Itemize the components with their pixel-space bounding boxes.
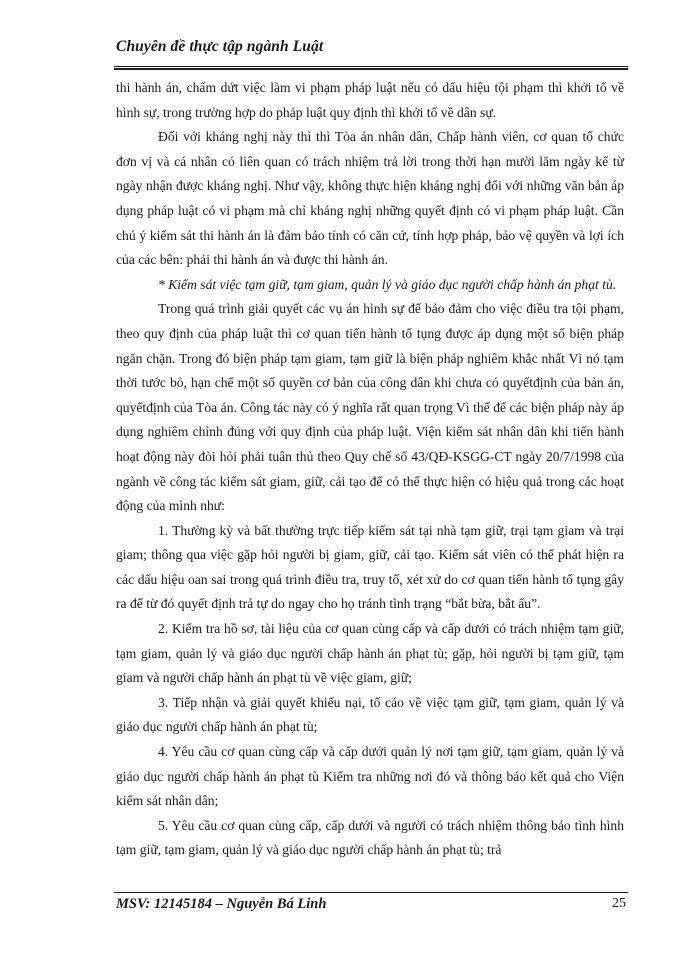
list-item-5: 5. Yêu cầu cơ quan cùng cấp, cấp dưới và người có trách nhiệm thông báo tình hình tạm giữ, tạm giam, quản lý và giáo dục người chấp hành án phạt tù; trả bbox=[116, 817, 624, 858]
paragraph-intro: Trong quá trình giải quyết các vụ án hình sự để bảo đảm cho việc điều tra tội phạm, theo quy định của pháp luật thì cơ quan tiến hành tố tụng được áp dụng một số biện pháp ngăn chặn. Trong đó biện pháp tạm giam, tạm giữ là biện pháp nghiêm khắc nhất Vì nó tạm thời tước bỏ, hạn chế một số quyền cơ bản của công dân khi chưa có quyếtđịnh của bản án, quyếtđịnh của Tòa án. Công tác này có ý nghĩa rất quan trọng Vì thế để các biện pháp này áp dụng nghiêm chỉnh đúng với quy định của pháp luật. Viện kiểm sát nhân dân khi tiến hành hoạt động này đòi hỏi phải tuân thủ theo Quy chế số 43/QĐ-KSGG-CT ngày 20/7/1998 của ngành về công tác kiểm sát giam, giữ, cải tạo để có thể thực hiện có hiệu quả trong các hoạt động của mình như: bbox=[116, 301, 624, 514]
document-body bbox=[116, 76, 624, 863]
section-heading: * Kiểm sát việc tạm giữ, tạm giam, quản lý và giáo dục người chấp hành án phạt tù. bbox=[158, 276, 617, 292]
footer-student-info: MSV: 12145184 – Nguyễn Bá Linh bbox=[116, 896, 327, 912]
page-header-title: Chuyên đề thực tập ngành Luật bbox=[116, 38, 324, 55]
list-item-1: 1. Thường kỳ và bất thường trực tiếp kiểm sát tại nhà tạm giữ, trại tạm giam và trại giam; thông qua việc gặp hỏi người bị giam, giữ, cải tạo. Kiểm sát viên có thể phát hiện ra các dấu hiệu oan sai trong quá trình điều tra, truy tố, xét xử do cơ quan tiến hành tố tụng gây ra để từ đó quyết định trả tự do ngay cho họ tránh tình trạng “bắt bừa, bắt ẩu”. bbox=[116, 522, 624, 612]
page-number: 25 bbox=[612, 896, 626, 911]
paragraph-khang-nghi: Đối với kháng nghị này thì thì Tòa án nhân dân, Chấp hành viên, cơ quan tổ chức đơn vị và cá nhân có liên quan có trách nhiệm trả lời trong thời hạn mười lăm ngày kể từ ngày nhận được kháng nghị. Như vậy, không thực hiện kháng nghị đối với những văn bản áp dụng pháp luật có vi phạm mà chỉ kháng nghị những quyết định có vi phạm pháp luật. Cần chú ý kiểm sát thi hành án là đảm bảo tính có căn cứ, tính hợp pháp, bảo vệ quyền và lợi ích của các bên: phải thi hành án và được thi hành án. bbox=[116, 129, 624, 268]
header-divider bbox=[114, 66, 628, 70]
paragraph-continuation: thi hành án, chấm dứt việc làm vi phạm pháp luật nếu có dấu hiệu tội phạm thì khởi tố về hình sự, trong trường hợp do pháp luật quy định thì khởi tố về dân sự. bbox=[116, 80, 624, 120]
list-item-4: 4. Yêu cầu cơ quan cùng cấp và cấp dưới quản lý nơi tạm giữ, tạm giam, quản lý và giáo dục người chấp hành án phạt tù Kiểm tra những nơi đó và thông báo kết quả cho Viện kiểm sát nhân dân; bbox=[116, 744, 624, 809]
list-item-3: 3. Tiếp nhận và giải quyết khiếu nại, tố cáo về việc tạm giữ, tạm giam, quản lý và giáo dục người chấp hành án phạt tù; bbox=[116, 694, 624, 735]
list-item-2: 2. Kiểm tra hồ sơ, tài liệu của cơ quan cùng cấp và cấp dưới có trách nhiệm tạm giữ, tạm giam, quản lý và giáo dục người chấp hành án phạt tù; gặp, hỏi người bị tạm giữ, tạm giam và người chấp hành án phạt tù về việc giam, giữ; bbox=[116, 621, 624, 686]
footer-divider bbox=[114, 892, 628, 893]
